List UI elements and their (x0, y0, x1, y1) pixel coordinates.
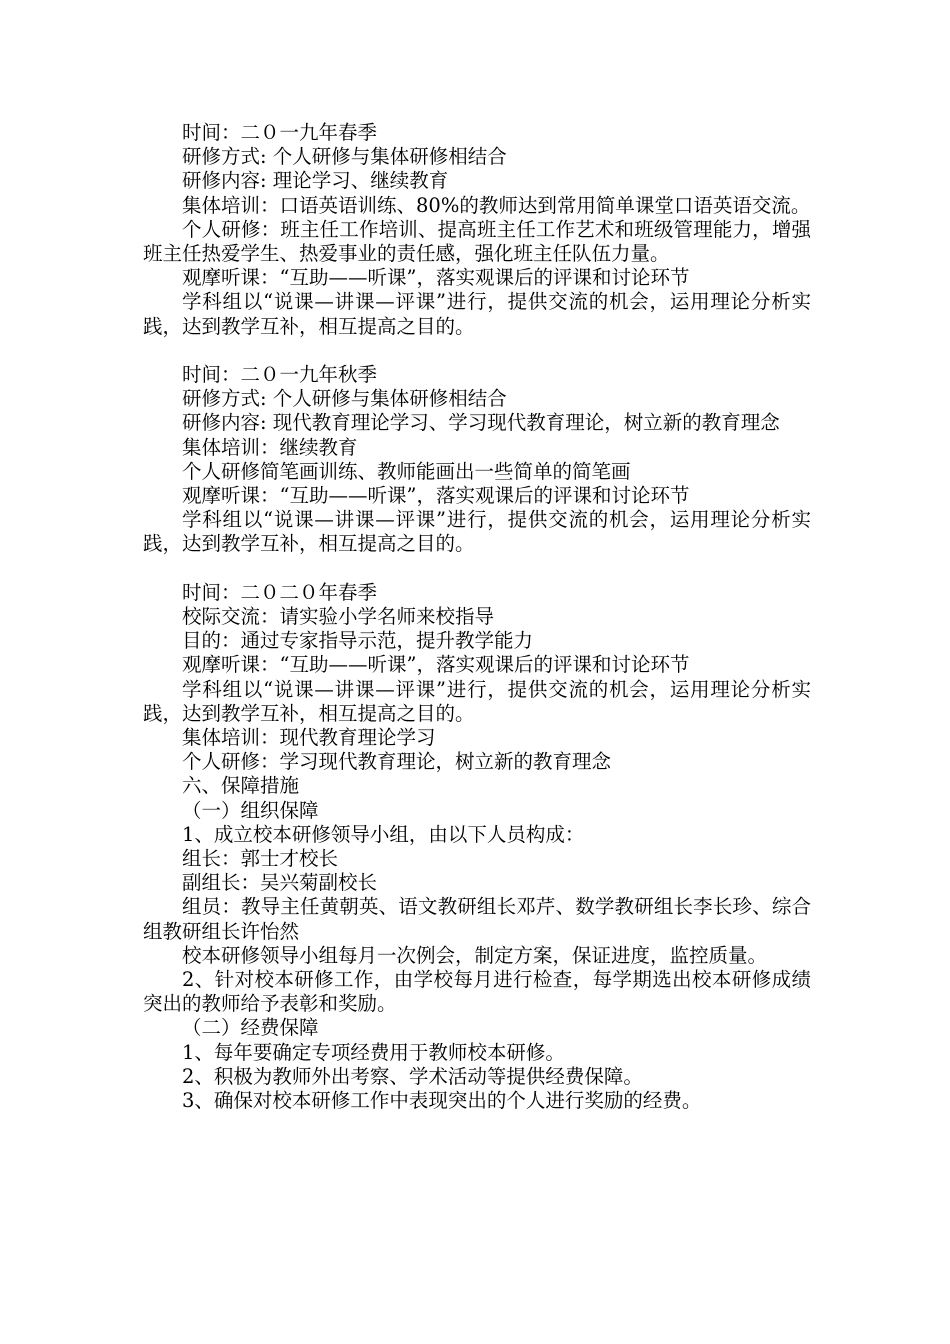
paragraph: 个人研修简笔画训练、教师能画出一些简单的简笔画 (182, 459, 631, 483)
paragraph: 学科组以“说课—讲课—评课”进行，提供交流的机会，运用理论分析实践，达到教学互补，相互提高之目的。 (143, 508, 811, 556)
section-heading: 六、保障措施 (182, 774, 300, 798)
paragraph: 观摩听课：“互助——听课”，落实观课后的评课和讨论环节 (182, 653, 690, 677)
blank-line (143, 339, 811, 363)
paragraph: 2、针对校本研修工作，由学校每月进行检查，每学期选出校本研修成绩突出的教师给予表彰和奖励。 (143, 968, 811, 1016)
paragraph: 1、每年要确定专项经费用于教师校本研修。 (182, 1040, 565, 1064)
paragraph: 观摩听课：“互助——听课”，落实观课后的评课和讨论环节 (182, 484, 690, 508)
paragraph: 时间：二０二０年春季 (182, 580, 378, 604)
subsection-heading: （二）经费保障 (182, 1016, 319, 1040)
paragraph: 时间：二０一九年秋季 (182, 363, 378, 387)
paragraph: 3、确保对校本研修工作中表现突出的个人进行奖励的经费。 (182, 1089, 702, 1113)
paragraph: 个人研修：班主任工作培训、提高班主任工作艺术和班级管理能力，增强班主任热爱学生、热爱事业的责任感，强化班主任队伍力量。 (143, 217, 811, 266)
paragraph: 集体培训：口语英语训练、80%的教师达到常用简单课堂口语英语交流。 (182, 193, 811, 217)
paragraph: 2、积极为教师外出考察、学术活动等提供经费保障。 (182, 1064, 643, 1088)
paragraph: 观摩听课：“互助——听课”，落实观课后的评课和讨论环节 (182, 266, 690, 290)
paragraph: 学科组以“说课—讲课—评课”进行，提供交流的机会，运用理论分析实践，达到教学互补，相互提高之目的。 (143, 677, 811, 725)
paragraph: 学科组以“说课—讲课—评课”进行，提供交流的机会，运用理论分析实践，达到教学互补，相互提高之目的。 (143, 290, 811, 338)
document-body (143, 121, 811, 1113)
paragraph: 研修方式: 个人研修与集体研修相结合 (182, 145, 507, 169)
blank-line (143, 557, 811, 581)
paragraph: 集体培训：现代教育理论学习 (182, 726, 436, 750)
paragraph: 校际交流：请实验小学名师来校指导 (182, 605, 495, 629)
paragraph: 集体培训：继续教育 (182, 435, 358, 459)
paragraph: 时间：二０一九年春季 (182, 121, 378, 144)
subsection-heading: （一）组织保障 (182, 798, 319, 822)
paragraph: 研修内容: 现代教育理论学习、学习现代教育理论，树立新的教育理念 (182, 411, 780, 435)
paragraph: 组员：教导主任黄朝英、语文教研组长邓芹、数学教研组长李长珍、综合组教研组长许怡然 (143, 895, 811, 943)
paragraph: 校本研修领导小组每月一次例会，制定方案，保证进度，监控质量。 (182, 943, 768, 967)
paragraph: 目的：通过专家指导示范，提升教学能力 (182, 629, 534, 653)
paragraph: 副组长：吴兴菊副校长 (182, 871, 378, 895)
paragraph: 研修内容: 理论学习、继续教育 (182, 169, 449, 193)
paragraph: 个人研修：学习现代教育理论，树立新的教育理念 (182, 750, 612, 774)
paragraph: 组长：郭士才校长 (182, 847, 339, 871)
paragraph: 1、成立校本研修领导小组，由以下人员构成： (182, 822, 585, 846)
paragraph: 研修方式: 个人研修与集体研修相结合 (182, 387, 507, 411)
